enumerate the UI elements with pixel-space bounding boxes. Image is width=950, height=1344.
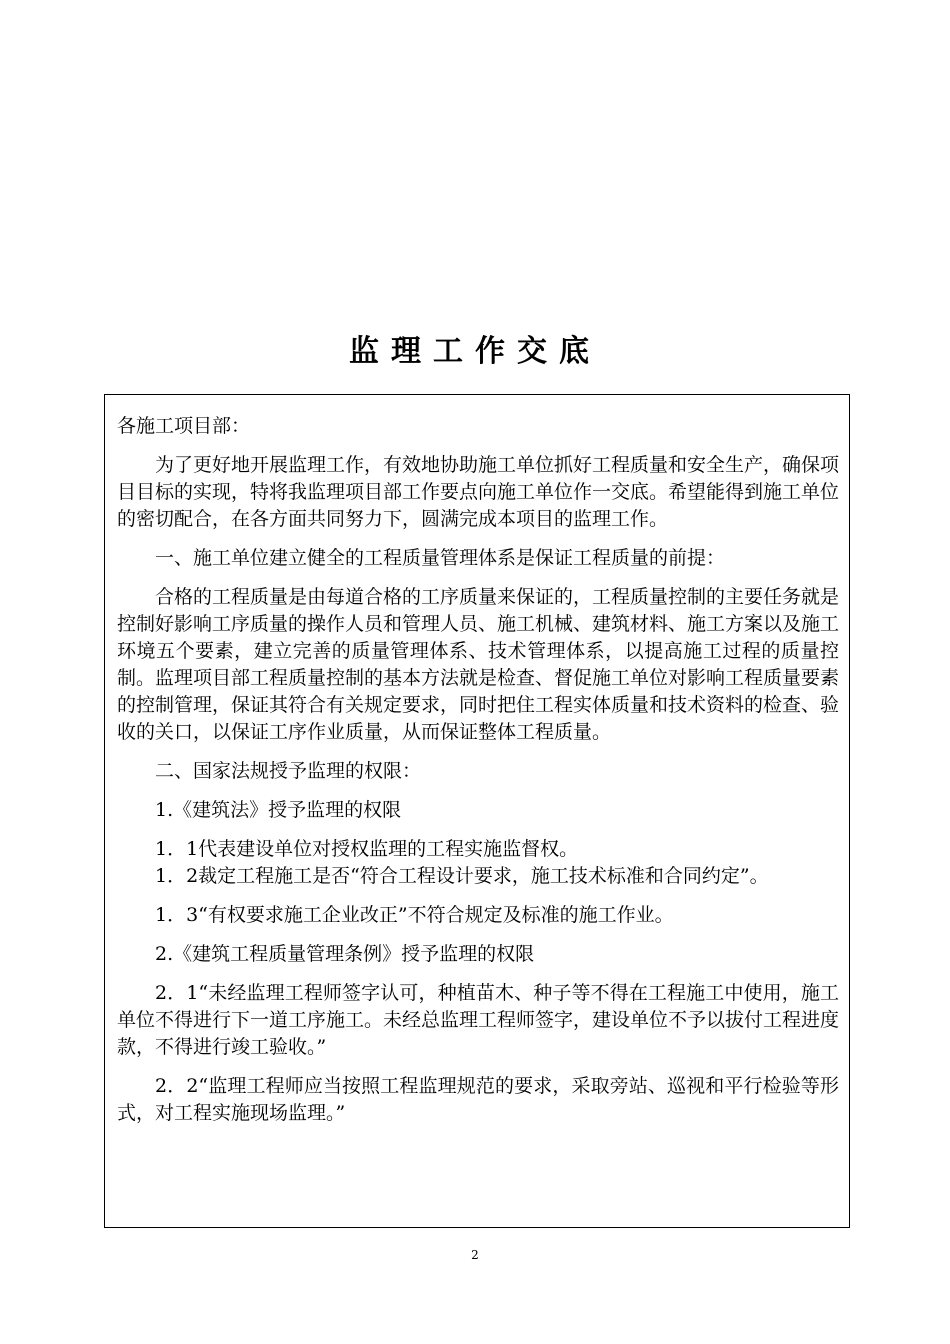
subsection-heading-2: 2.《建筑工程质量管理条例》授予监理的权限 — [155, 943, 535, 965]
page-number: 2 — [471, 1248, 479, 1262]
page-title: 监理工作交底 — [349, 334, 601, 369]
clause-1-1: 1．1代表建设单位对授权监理的工程实施监督权。 — [155, 838, 579, 860]
subsection-heading-1: 1.《建筑法》授予监理的权限 — [155, 799, 402, 821]
clause-2-2: 2．2“监理工程师应当按照工程监理规范的要求，采取旁站、巡视和平行检验等形式，对工程实施现场监理。” — [117, 1075, 839, 1124]
content-box — [104, 394, 850, 1228]
salutation: 各施工项目部： — [117, 415, 251, 437]
section-heading-1: 一、施工单位建立健全的工程质量管理体系是保证工程质量的前提： — [155, 547, 726, 569]
section-heading-2: 二、国家法规授予监理的权限： — [155, 760, 422, 782]
clause-2-1: 2．1“未经监理工程师签字认可，种植苗木、种子等不得在工程施工中使用，施工单位不得进行下一道工序施工。未经总监理工程师签字，建设单位不予以拔付工程进度款，不得进行竣工验收。” — [117, 982, 840, 1058]
section-1-body: 合格的工程质量是由每道合格的工序质量来保证的，工程质量控制的主要任务就是控制好影响工序质量的操作人员和管理人员、施工机械、建筑材料、施工方案以及施工环境五个要素，建立完善的质量管理体系、技术管理体系，以提高施工过程的质量控制。监理项目部工程质量控制的基本方法就是检查、督促施工单位对影响工程质量要素的控制管理，保证其符合有关规定要求，同时把住工程实体质量和技术资料的检查、验收的关口，以保证工序作业质量，从而保证整体工程质量。 — [117, 586, 840, 743]
clause-1-3: 1．3“有权要求施工企业改正”不符合规定及标准的施工作业。 — [155, 904, 674, 926]
clause-1-2: 1．2裁定工程施工是否“符合工程设计要求，施工技术标准和合同约定”。 — [155, 865, 769, 887]
intro-paragraph: 为了更好地开展监理工作，有效地协助施工单位抓好工程质量和安全生产，确保项目目标的实现，特将我监理项目部工作要点向施工单位作一交底。希望能得到施工单位的密切配合，在各方面共同努力下，圆满完成本项目的监理工作。 — [117, 454, 840, 530]
